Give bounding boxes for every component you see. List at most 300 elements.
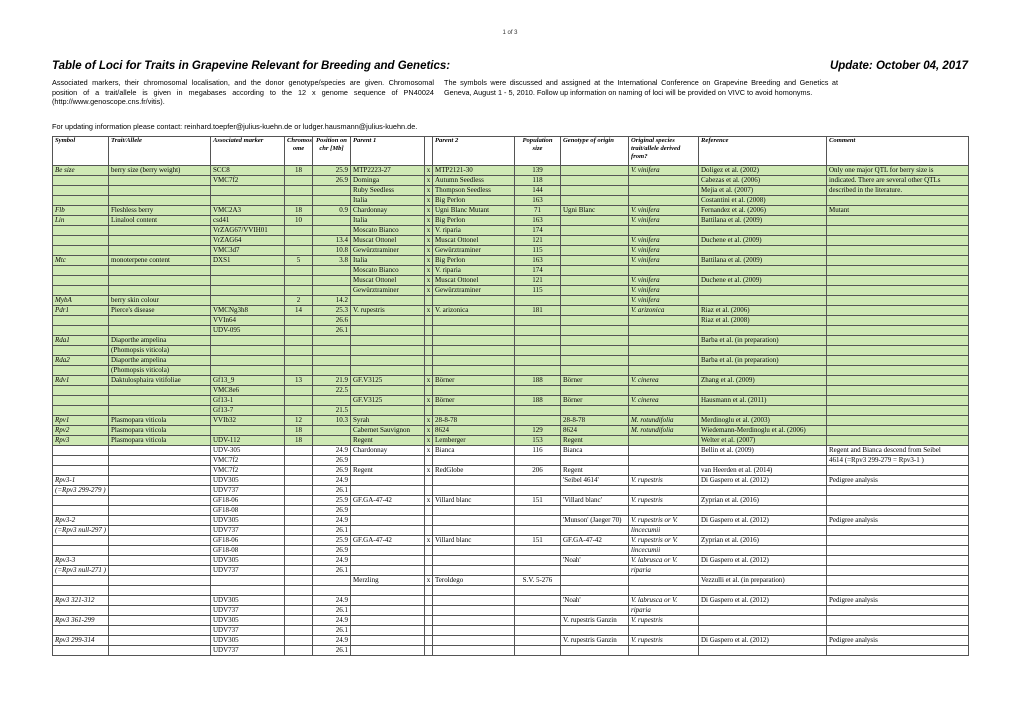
table-row bbox=[53, 466, 969, 476]
table-cell: berry skin colour bbox=[109, 296, 211, 306]
table-cell bbox=[561, 586, 629, 596]
table-cell bbox=[285, 506, 313, 516]
table-cell: Rpv3 299-314 bbox=[53, 636, 109, 646]
table-cell bbox=[285, 556, 313, 566]
table-cell: RedGlobe bbox=[433, 466, 515, 476]
table-cell bbox=[53, 226, 109, 236]
table-cell bbox=[699, 526, 827, 536]
table-cell: monoterpene content bbox=[109, 256, 211, 266]
table-row bbox=[53, 246, 969, 256]
table-cell bbox=[561, 456, 629, 466]
table-cell: Pierce's disease bbox=[109, 306, 211, 316]
table-cell bbox=[109, 246, 211, 256]
table-cell bbox=[561, 266, 629, 276]
table-cell bbox=[285, 356, 313, 366]
table-cell bbox=[827, 246, 969, 256]
table-cell bbox=[827, 196, 969, 206]
table-row bbox=[53, 186, 969, 196]
table-row bbox=[53, 586, 969, 596]
table-cell bbox=[425, 646, 433, 656]
title-bar bbox=[52, 60, 968, 74]
table-cell: Moscato Bianco bbox=[351, 226, 425, 236]
table-row bbox=[53, 616, 969, 626]
table-cell: (Phomopsis viticola) bbox=[109, 366, 211, 376]
table-cell: Regent bbox=[351, 466, 425, 476]
table-cell bbox=[699, 546, 827, 556]
table-cell: Regent and Bianca descend from Seibel bbox=[827, 446, 969, 456]
table-row bbox=[53, 606, 969, 616]
table-cell: Gewürztraminer bbox=[351, 246, 425, 256]
table-cell bbox=[433, 316, 515, 326]
table-cell: M. rotundifolia bbox=[629, 426, 699, 436]
table-cell bbox=[561, 646, 629, 656]
table-cell: V. labrusca or V. bbox=[629, 556, 699, 566]
table-cell bbox=[109, 236, 211, 246]
table-cell bbox=[109, 596, 211, 606]
header-cell: Position on chr [Mb] bbox=[313, 137, 351, 166]
table-cell: 26.1 bbox=[313, 606, 351, 616]
table-cell: Rpv2 bbox=[53, 426, 109, 436]
table-cell bbox=[433, 406, 515, 416]
table-cell: UDV737 bbox=[211, 626, 285, 636]
table-cell: Pedigree analysis bbox=[827, 516, 969, 526]
table-cell bbox=[109, 576, 211, 586]
table-cell bbox=[699, 456, 827, 466]
table-cell bbox=[53, 496, 109, 506]
table-cell bbox=[561, 286, 629, 296]
header-cell: Population size bbox=[515, 137, 561, 166]
table-row bbox=[53, 516, 969, 526]
table-cell bbox=[515, 316, 561, 326]
table-cell bbox=[285, 516, 313, 526]
table-cell: Rpv3-1 bbox=[53, 476, 109, 486]
table-cell bbox=[827, 556, 969, 566]
table-cell bbox=[561, 506, 629, 516]
table-cell bbox=[629, 196, 699, 206]
table-cell bbox=[827, 626, 969, 636]
table-cell bbox=[285, 486, 313, 496]
table-cell: 26.9 bbox=[313, 506, 351, 516]
table-row bbox=[53, 626, 969, 636]
table-cell bbox=[699, 226, 827, 236]
table-cell: Moscato Bianco bbox=[351, 266, 425, 276]
table-cell bbox=[433, 646, 515, 656]
table-cell bbox=[699, 586, 827, 596]
table-cell: V. vinifera bbox=[629, 236, 699, 246]
table-cell bbox=[351, 456, 425, 466]
table-cell bbox=[827, 226, 969, 236]
table-cell: 121 bbox=[515, 276, 561, 286]
table-cell: 22.5 bbox=[313, 386, 351, 396]
table-cell bbox=[285, 266, 313, 276]
table-cell: 10.8 bbox=[313, 246, 351, 256]
table-cell bbox=[425, 616, 433, 626]
table-cell bbox=[827, 316, 969, 326]
table-cell bbox=[351, 606, 425, 616]
table-cell: riparia bbox=[629, 606, 699, 616]
table-cell: (Phomopsis viticola) bbox=[109, 346, 211, 356]
table-cell: 4614 (=Rpv3 299-279 = Rpv3-1 ) bbox=[827, 456, 969, 466]
table-cell bbox=[285, 406, 313, 416]
table-cell: x bbox=[425, 416, 433, 426]
table-cell bbox=[351, 596, 425, 606]
table-cell: x bbox=[425, 276, 433, 286]
table-cell: 26.9 bbox=[313, 546, 351, 556]
table-cell bbox=[53, 606, 109, 616]
table-cell: V. rupestris bbox=[629, 616, 699, 626]
table-cell bbox=[699, 326, 827, 336]
table-cell bbox=[827, 376, 969, 386]
table-cell: x bbox=[425, 496, 433, 506]
table-cell: 26.6 bbox=[313, 316, 351, 326]
table-cell: 129 bbox=[515, 426, 561, 436]
table-row bbox=[53, 366, 969, 376]
table-cell bbox=[629, 506, 699, 516]
table-cell bbox=[425, 516, 433, 526]
table-cell bbox=[433, 606, 515, 616]
table-cell bbox=[433, 586, 515, 596]
table-cell: V. arizonica bbox=[629, 306, 699, 316]
table-cell: Börner bbox=[561, 376, 629, 386]
table-cell bbox=[629, 326, 699, 336]
table-cell bbox=[285, 606, 313, 616]
table-cell bbox=[433, 626, 515, 636]
table-row bbox=[53, 226, 969, 236]
header-cell: Parent 1 bbox=[351, 137, 425, 166]
table-cell: 24.9 bbox=[313, 446, 351, 456]
table-cell: x bbox=[425, 306, 433, 316]
table-cell: Mtc bbox=[53, 256, 109, 266]
table-cell bbox=[211, 426, 285, 436]
table-cell bbox=[515, 356, 561, 366]
table-cell bbox=[53, 266, 109, 276]
table-cell bbox=[699, 406, 827, 416]
table-cell bbox=[351, 326, 425, 336]
table-cell bbox=[211, 366, 285, 376]
page-number: 1 of 3 bbox=[502, 30, 518, 36]
table-cell: 26.1 bbox=[313, 526, 351, 536]
table-cell: V. rupestris or V. bbox=[629, 536, 699, 546]
table-cell bbox=[53, 366, 109, 376]
table-cell bbox=[433, 556, 515, 566]
table-cell bbox=[53, 186, 109, 196]
table-row bbox=[53, 636, 969, 646]
table-cell bbox=[561, 386, 629, 396]
table-row bbox=[53, 346, 969, 356]
table-cell bbox=[313, 266, 351, 276]
table-cell: 18 bbox=[285, 426, 313, 436]
table-row bbox=[53, 316, 969, 326]
table-cell: x bbox=[425, 376, 433, 386]
table-cell bbox=[313, 186, 351, 196]
table-cell bbox=[561, 316, 629, 326]
table-cell: UDV305 bbox=[211, 516, 285, 526]
table-cell bbox=[699, 566, 827, 576]
table-cell: riparia bbox=[629, 566, 699, 576]
table-row bbox=[53, 276, 969, 286]
table-cell bbox=[515, 336, 561, 346]
table-cell: csd41 bbox=[211, 216, 285, 226]
table-cell bbox=[53, 346, 109, 356]
table-cell: UDV305 bbox=[211, 556, 285, 566]
table-cell: Merzling bbox=[351, 576, 425, 586]
table-cell bbox=[629, 626, 699, 636]
table-cell bbox=[53, 386, 109, 396]
table-cell bbox=[699, 366, 827, 376]
table-cell: 'Villard blanc' bbox=[561, 496, 629, 506]
table-cell: V. vinifera bbox=[629, 256, 699, 266]
table-cell: Gf13-7 bbox=[211, 406, 285, 416]
table-cell: 25.9 bbox=[313, 496, 351, 506]
table-cell: x bbox=[425, 446, 433, 456]
table-cell: UDV-112 bbox=[211, 436, 285, 446]
table-cell bbox=[211, 336, 285, 346]
table-cell: Chardonnay bbox=[351, 206, 425, 216]
table-cell bbox=[425, 406, 433, 416]
table-cell: 26.9 bbox=[313, 456, 351, 466]
table-cell: Gewürztraminer bbox=[433, 286, 515, 296]
table-cell: lincecumii bbox=[629, 546, 699, 556]
table-cell: Rda1 bbox=[53, 336, 109, 346]
table-cell: (=Rpv3 null-297 ) bbox=[53, 526, 109, 536]
table-cell: UDV305 bbox=[211, 596, 285, 606]
table-cell: 12 bbox=[285, 416, 313, 426]
table-cell bbox=[109, 626, 211, 636]
table-cell bbox=[109, 226, 211, 236]
table-cell: (=Rpv3 null-271 ) bbox=[53, 566, 109, 576]
table-row bbox=[53, 336, 969, 346]
table-cell: x bbox=[425, 426, 433, 436]
table-cell bbox=[425, 486, 433, 496]
table-row bbox=[53, 406, 969, 416]
table-cell: 13.4 bbox=[313, 236, 351, 246]
table-cell bbox=[699, 486, 827, 496]
table-cell: Bellin et al. (2009) bbox=[699, 446, 827, 456]
table-cell: Regent bbox=[561, 436, 629, 446]
table-cell: described in the literature. bbox=[827, 186, 969, 196]
table-cell bbox=[561, 606, 629, 616]
table-cell bbox=[53, 576, 109, 586]
table-cell bbox=[629, 186, 699, 196]
table-cell bbox=[561, 236, 629, 246]
table-cell: Muscat Ottonel bbox=[433, 236, 515, 246]
table-body bbox=[53, 166, 969, 656]
table-cell: UDV737 bbox=[211, 566, 285, 576]
table-cell bbox=[109, 446, 211, 456]
table-cell bbox=[699, 286, 827, 296]
table-cell bbox=[433, 596, 515, 606]
table-cell: V. riparia bbox=[433, 226, 515, 236]
table-cell bbox=[827, 536, 969, 546]
table-cell bbox=[53, 316, 109, 326]
table-cell bbox=[699, 506, 827, 516]
table-cell: Vezzulli et al. (in preparation) bbox=[699, 576, 827, 586]
table-cell bbox=[827, 506, 969, 516]
table-cell: x bbox=[425, 166, 433, 176]
table-cell: 14.2 bbox=[313, 296, 351, 306]
table-cell: UDV737 bbox=[211, 526, 285, 536]
table-header bbox=[53, 137, 969, 166]
table-cell: Rpv1 bbox=[53, 416, 109, 426]
table-cell bbox=[699, 386, 827, 396]
table-cell: Riaz et al. (2006) bbox=[699, 306, 827, 316]
table-cell: 163 bbox=[515, 196, 561, 206]
table-cell bbox=[515, 616, 561, 626]
table-cell bbox=[561, 306, 629, 316]
table-cell bbox=[313, 276, 351, 286]
table-cell bbox=[53, 246, 109, 256]
table-cell: V. vinifera bbox=[629, 276, 699, 286]
table-row bbox=[53, 296, 969, 306]
table-cell bbox=[515, 486, 561, 496]
table-cell bbox=[629, 586, 699, 596]
table-cell bbox=[629, 456, 699, 466]
table-cell bbox=[285, 546, 313, 556]
table-cell bbox=[629, 346, 699, 356]
table-cell bbox=[109, 276, 211, 286]
table-cell bbox=[351, 566, 425, 576]
table-cell bbox=[515, 456, 561, 466]
table-cell: V. vinifera bbox=[629, 246, 699, 256]
table-cell bbox=[515, 326, 561, 336]
table-cell: 21.9 bbox=[313, 376, 351, 386]
table-cell bbox=[699, 346, 827, 356]
table-cell bbox=[827, 576, 969, 586]
table-cell bbox=[561, 566, 629, 576]
table-cell bbox=[109, 516, 211, 526]
table-cell bbox=[109, 476, 211, 486]
table-cell bbox=[285, 566, 313, 576]
table-cell bbox=[629, 466, 699, 476]
table-cell: 115 bbox=[515, 286, 561, 296]
table-cell: x bbox=[425, 256, 433, 266]
table-cell: indicated. There are several other QTLs bbox=[827, 176, 969, 186]
table-cell bbox=[53, 456, 109, 466]
table-cell: Mejia et al. (2007) bbox=[699, 186, 827, 196]
table-cell bbox=[351, 486, 425, 496]
table-cell: MTP2223-27 bbox=[351, 166, 425, 176]
table-cell: V. riparia bbox=[433, 266, 515, 276]
table-cell: Pedigree analysis bbox=[827, 596, 969, 606]
table-row bbox=[53, 596, 969, 606]
table-cell: 18 bbox=[285, 206, 313, 216]
table-cell bbox=[211, 296, 285, 306]
table-cell: GF18-06 bbox=[211, 536, 285, 546]
table-cell: 0.9 bbox=[313, 206, 351, 216]
table-cell: 'Seibel 4614' bbox=[561, 476, 629, 486]
table-cell bbox=[629, 226, 699, 236]
table-cell: Duchene et al. (2009) bbox=[699, 236, 827, 246]
header-cell: Original species trait/allele derived from? bbox=[629, 137, 699, 166]
table-cell bbox=[351, 616, 425, 626]
table-cell bbox=[827, 236, 969, 246]
table-cell: GF.GA-47-42 bbox=[351, 496, 425, 506]
table-cell bbox=[433, 356, 515, 366]
table-cell bbox=[53, 646, 109, 656]
table-cell: Muscat Ottonel bbox=[351, 276, 425, 286]
table-cell: 153 bbox=[515, 436, 561, 446]
table-cell bbox=[629, 386, 699, 396]
table-cell: Rpv3 bbox=[53, 436, 109, 446]
table-cell: UDV-095 bbox=[211, 326, 285, 336]
table-cell: VVIb32 bbox=[211, 416, 285, 426]
table-cell: Rpv3-3 bbox=[53, 556, 109, 566]
table-row bbox=[53, 376, 969, 386]
table-cell bbox=[109, 586, 211, 596]
table-cell bbox=[827, 606, 969, 616]
table-cell bbox=[827, 296, 969, 306]
table-cell: 188 bbox=[515, 376, 561, 386]
table-cell: Rdv1 bbox=[53, 376, 109, 386]
table-cell bbox=[313, 286, 351, 296]
table-cell bbox=[285, 226, 313, 236]
table-cell bbox=[109, 316, 211, 326]
table-cell bbox=[561, 576, 629, 586]
intro-left: Associated markers, their chromosomal localisation, and the donor genotype/species are given. Chromosomal position of a trait/allele is given in megabases according to the 12 x genome sequence of PN40024 (http://www.genoscope.cns.fr/vitis). bbox=[52, 78, 434, 107]
table-cell: Big Perlon bbox=[433, 216, 515, 226]
table-cell bbox=[561, 246, 629, 256]
table-cell bbox=[433, 386, 515, 396]
table-cell bbox=[561, 336, 629, 346]
table-cell bbox=[285, 616, 313, 626]
table-cell: 18 bbox=[285, 436, 313, 446]
table-row bbox=[53, 416, 969, 426]
table-cell bbox=[433, 296, 515, 306]
table-cell bbox=[285, 396, 313, 406]
table-cell: Börner bbox=[561, 396, 629, 406]
table-cell bbox=[109, 326, 211, 336]
table-cell: 10 bbox=[285, 216, 313, 226]
table-row bbox=[53, 176, 969, 186]
table-cell: Di Gaspero et al. (2012) bbox=[699, 476, 827, 486]
table-cell bbox=[827, 356, 969, 366]
table-cell: x bbox=[425, 536, 433, 546]
table-row bbox=[53, 216, 969, 226]
table-cell: Costantini et al. (2008) bbox=[699, 196, 827, 206]
table-cell bbox=[515, 406, 561, 416]
table-cell: Barba et al. (in preparation) bbox=[699, 336, 827, 346]
table-cell: Barba et al. (in preparation) bbox=[699, 356, 827, 366]
table-cell: Pedigree analysis bbox=[827, 476, 969, 486]
table-cell bbox=[351, 476, 425, 486]
table-cell: V. rupestris Ganzin bbox=[561, 636, 629, 646]
table-cell bbox=[53, 176, 109, 186]
table-cell bbox=[313, 366, 351, 376]
table-cell bbox=[211, 196, 285, 206]
table-cell: Thompson Seedless bbox=[433, 186, 515, 196]
table-cell: M. rotundifolia bbox=[629, 416, 699, 426]
table-cell: Battilana et al. (2009) bbox=[699, 256, 827, 266]
table-cell bbox=[425, 366, 433, 376]
table-cell: GF.GA-47-42 bbox=[351, 536, 425, 546]
table-cell bbox=[109, 456, 211, 466]
table-cell bbox=[285, 466, 313, 476]
table-cell: VMC7f2 bbox=[211, 466, 285, 476]
table-cell bbox=[285, 586, 313, 596]
table-cell: Muscat Ottonel bbox=[351, 236, 425, 246]
header-cell: Symbol bbox=[53, 137, 109, 166]
table-cell: DXS1 bbox=[211, 256, 285, 266]
table-cell bbox=[351, 366, 425, 376]
table-cell bbox=[285, 366, 313, 376]
table-cell: 24.9 bbox=[313, 596, 351, 606]
table-cell: 71 bbox=[515, 206, 561, 216]
table-cell: 'Noah' bbox=[561, 596, 629, 606]
table-cell bbox=[433, 516, 515, 526]
table-cell bbox=[827, 486, 969, 496]
table-cell: Lin bbox=[53, 216, 109, 226]
table-cell: VrZAG64 bbox=[211, 236, 285, 246]
